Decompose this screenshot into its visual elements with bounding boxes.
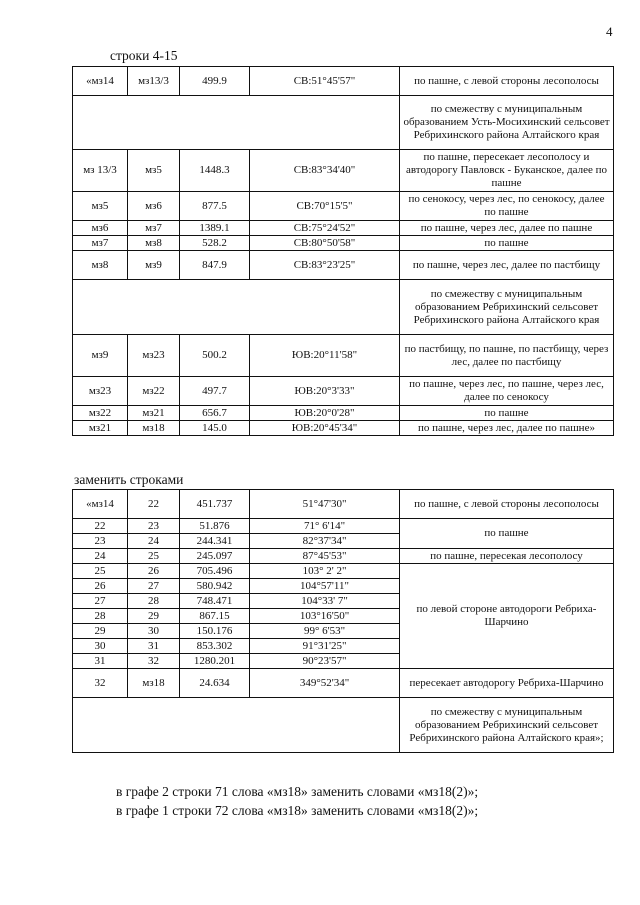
- to-point-cell: мз21: [128, 406, 180, 421]
- section-heading-replace: заменить строками: [74, 472, 184, 487]
- boundary-table-replacement: [72, 489, 614, 753]
- from-point-cell: мз23: [73, 377, 128, 406]
- from-point-cell: 26: [73, 579, 128, 594]
- direction-cell: 99° 6'53": [250, 624, 400, 639]
- to-point-cell: мз23: [128, 335, 180, 377]
- table-row: [73, 96, 614, 150]
- direction-cell: 51°47'30": [250, 490, 400, 519]
- table-row: [73, 67, 614, 96]
- to-point-cell: мз5: [128, 150, 180, 192]
- from-point-cell: 22: [73, 519, 128, 534]
- to-point-cell: мз22: [128, 377, 180, 406]
- length-cell: 748.471: [180, 594, 250, 609]
- from-point-cell: мз21: [73, 421, 128, 436]
- to-point-cell: 26: [128, 564, 180, 579]
- to-point-cell: мз9: [128, 251, 180, 280]
- direction-cell: СВ:51°45'57": [250, 67, 400, 96]
- to-point-cell: 32: [128, 654, 180, 669]
- direction-cell: 104°57'11": [250, 579, 400, 594]
- from-point-cell: 24: [73, 549, 128, 564]
- from-point-cell: 28: [73, 609, 128, 624]
- direction-cell: 87°45'53": [250, 549, 400, 564]
- direction-cell: 103°16'50": [250, 609, 400, 624]
- to-point-cell: 25: [128, 549, 180, 564]
- length-cell: 528.2: [180, 236, 250, 251]
- to-point-cell: 29: [128, 609, 180, 624]
- length-cell: 867.15: [180, 609, 250, 624]
- to-point-cell: 27: [128, 579, 180, 594]
- boundary-description-cell: по пашне: [400, 406, 614, 421]
- length-cell: 145.0: [180, 421, 250, 436]
- to-point-cell: 23: [128, 519, 180, 534]
- direction-cell: СВ:70°15'5": [250, 192, 400, 221]
- length-cell: 853.302: [180, 639, 250, 654]
- length-cell: 847.9: [180, 251, 250, 280]
- boundary-description-cell: по пашне, пересекает лесополосу и автодорогу Павловск - Буканское, далее по пашне: [400, 150, 614, 192]
- from-point-cell: 31: [73, 654, 128, 669]
- from-point-cell: мз 13/3: [73, 150, 128, 192]
- table-row: [73, 221, 614, 236]
- empty-cell: [73, 280, 400, 335]
- table-row: [73, 669, 614, 698]
- direction-cell: 90°23'57": [250, 654, 400, 669]
- length-cell: 705.496: [180, 564, 250, 579]
- to-point-cell: мз18: [128, 669, 180, 698]
- direction-cell: 104°33' 7": [250, 594, 400, 609]
- length-cell: 497.7: [180, 377, 250, 406]
- table-row: [73, 251, 614, 280]
- direction-cell: 349°52'34": [250, 669, 400, 698]
- from-point-cell: 29: [73, 624, 128, 639]
- to-point-cell: мз8: [128, 236, 180, 251]
- to-point-cell: 30: [128, 624, 180, 639]
- from-point-cell: «мз14: [73, 67, 128, 96]
- table-row: [73, 377, 614, 406]
- from-point-cell: мз22: [73, 406, 128, 421]
- direction-cell: СВ:80°50'58": [250, 236, 400, 251]
- table-row: [73, 406, 614, 421]
- amendment-paragraph-1: в графе 2 строки 71 слова «мз18» заменить словами «мз18(2)»;: [116, 784, 479, 799]
- table-row: [73, 335, 614, 377]
- length-cell: 500.2: [180, 335, 250, 377]
- boundary-description-cell: по пашне, через лес, далее по пастбищу: [400, 251, 614, 280]
- boundary-description-cell: по пашне, пересекая лесополосу: [400, 549, 614, 564]
- boundary-description-cell: по сенокосу, через лес, по сенокосу, далее по пашне: [400, 192, 614, 221]
- to-point-cell: мз7: [128, 221, 180, 236]
- to-point-cell: мз13/3: [128, 67, 180, 96]
- boundary-description-cell: по смежеству с муниципальным образованием Ребрихинский сельсовет Ребрихинского района Алтайского края: [400, 280, 614, 335]
- table-row: [73, 280, 614, 335]
- amendment-paragraph-2: в графе 1 строки 72 слова «мз18» заменить словами «мз18(2)»;: [116, 803, 479, 818]
- length-cell: 580.942: [180, 579, 250, 594]
- table-row: [73, 564, 614, 579]
- direction-cell: ЮВ:20°0'28": [250, 406, 400, 421]
- length-cell: 150.176: [180, 624, 250, 639]
- length-cell: 451.737: [180, 490, 250, 519]
- length-cell: 24.634: [180, 669, 250, 698]
- direction-cell: ЮВ:20°3'33": [250, 377, 400, 406]
- boundary-description-cell: по левой стороне автодороги Ребриха-Шарчино: [400, 564, 614, 669]
- from-point-cell: мз8: [73, 251, 128, 280]
- table-row: [73, 490, 614, 519]
- boundary-description-cell: по смежеству с муниципальным образованием Ребрихинский сельсовет Ребрихинского района Алтайского края»;: [400, 698, 614, 753]
- boundary-description-cell: по пашне, с левой стороны лесополосы: [400, 67, 614, 96]
- table-row: [73, 698, 614, 753]
- length-cell: 245.097: [180, 549, 250, 564]
- to-point-cell: 22: [128, 490, 180, 519]
- empty-cell: [73, 698, 400, 753]
- direction-cell: СВ:75°24'52": [250, 221, 400, 236]
- to-point-cell: 28: [128, 594, 180, 609]
- to-point-cell: 31: [128, 639, 180, 654]
- from-point-cell: 25: [73, 564, 128, 579]
- direction-cell: 103° 2' 2": [250, 564, 400, 579]
- boundary-description-cell: по пашне, через лес, далее по пашне»: [400, 421, 614, 436]
- boundary-description-cell: по пастбищу, по пашне, по пастбищу, через лес, далее по пастбищу: [400, 335, 614, 377]
- to-point-cell: мз18: [128, 421, 180, 436]
- length-cell: 1280.201: [180, 654, 250, 669]
- boundary-description-cell: по смежеству с муниципальным образованием Усть-Мосихинский сельсовет Ребрихинского района Алтайского края: [400, 96, 614, 150]
- direction-cell: СВ:83°34'40": [250, 150, 400, 192]
- boundary-description-cell: по пашне: [400, 236, 614, 251]
- direction-cell: 82°37'34": [250, 534, 400, 549]
- length-cell: 499.9: [180, 67, 250, 96]
- from-point-cell: мз5: [73, 192, 128, 221]
- boundary-description-cell: по пашне, с левой стороны лесополосы: [400, 490, 614, 519]
- from-point-cell: мз7: [73, 236, 128, 251]
- boundary-description-cell: пересекает автодорогу Ребриха-Шарчино: [400, 669, 614, 698]
- table-row: [73, 236, 614, 251]
- table-row: [73, 150, 614, 192]
- length-cell: 244.341: [180, 534, 250, 549]
- direction-cell: ЮВ:20°11'58": [250, 335, 400, 377]
- boundary-description-cell: по пашне, через лес, по пашне, через лес, далее по сенокосу: [400, 377, 614, 406]
- table-row: [73, 192, 614, 221]
- direction-cell: ЮВ:20°45'34": [250, 421, 400, 436]
- length-cell: 51.876: [180, 519, 250, 534]
- length-cell: 1448.3: [180, 150, 250, 192]
- length-cell: 1389.1: [180, 221, 250, 236]
- boundary-description-cell: по пашне: [400, 519, 614, 549]
- table-row: [73, 549, 614, 564]
- from-point-cell: 23: [73, 534, 128, 549]
- from-point-cell: 32: [73, 669, 128, 698]
- direction-cell: 91°31'25": [250, 639, 400, 654]
- length-cell: 656.7: [180, 406, 250, 421]
- direction-cell: 71° 6'14": [250, 519, 400, 534]
- empty-cell: [73, 96, 400, 150]
- table-row: [73, 421, 614, 436]
- direction-cell: СВ:83°23'25": [250, 251, 400, 280]
- length-cell: 877.5: [180, 192, 250, 221]
- to-point-cell: 24: [128, 534, 180, 549]
- page-number: 4: [606, 24, 613, 39]
- from-point-cell: мз9: [73, 335, 128, 377]
- table-row: [73, 519, 614, 534]
- from-point-cell: «мз14: [73, 490, 128, 519]
- from-point-cell: 27: [73, 594, 128, 609]
- from-point-cell: мз6: [73, 221, 128, 236]
- boundary-description-cell: по пашне, через лес, далее по пашне: [400, 221, 614, 236]
- from-point-cell: 30: [73, 639, 128, 654]
- section-heading-rows: строки 4-15: [110, 48, 178, 63]
- boundary-table-original: [72, 66, 614, 436]
- to-point-cell: мз6: [128, 192, 180, 221]
